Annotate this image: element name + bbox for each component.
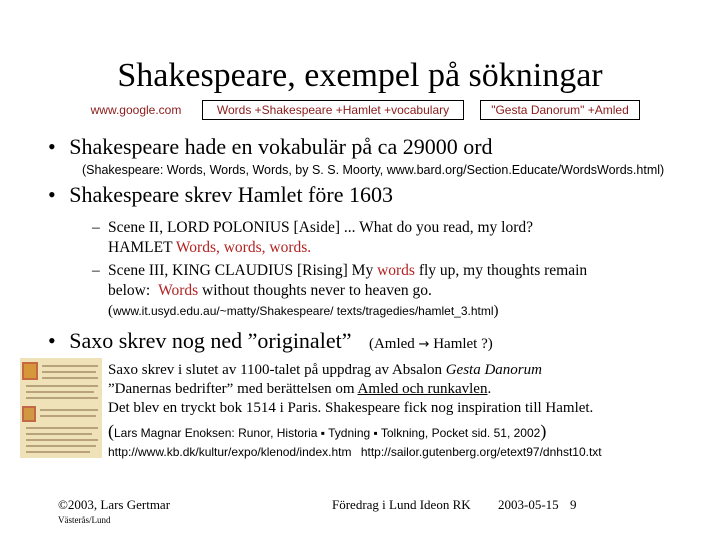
scene-3-text: fly up, my thoughts remain <box>418 262 588 279</box>
dash-icon: – <box>92 219 100 236</box>
paren: ) <box>493 303 499 319</box>
footer-city: Västerås/Lund <box>58 515 111 525</box>
scene-3-line-2 <box>108 281 432 301</box>
book-title: Gesta Danorum <box>445 362 542 378</box>
right-arrow-icon: → <box>418 337 430 352</box>
scene-3-text: below: <box>108 282 151 299</box>
bullet-icon: • <box>48 182 56 207</box>
highlight-words: Words <box>158 282 199 299</box>
saxo-line-3: Det blev en tryckt bok 1514 i Paris. Shakespeare fick nog inspiration till Hamlet. <box>108 400 594 416</box>
link-row <box>108 445 602 459</box>
page-title: Shakespeare, exempel på sökningar <box>117 57 603 94</box>
enoksen-reference: Lars Magnar Enoksen: Runor, Historia ▪ Tydning ▪ Tolkning, Pocket sid. 51, 2002 <box>114 426 541 440</box>
footer-copyright: ©2003, Lars Gertmar <box>58 497 171 512</box>
dash-icon: – <box>92 262 100 279</box>
bullet-1 <box>48 134 493 160</box>
search-query-shakespeare[interactable]: Words +Shakespeare +Hamlet +vocabulary <box>202 100 464 120</box>
scene-3-text: Scene III, KING CLAUDIUS [Rising] My <box>108 262 374 279</box>
scene-2-hamlet-line <box>108 238 311 258</box>
saxo-text: ”Danernas bedrifter” med berättelsen om <box>108 381 355 397</box>
bullet-1-reference: (Shakespeare: Words, Words, Words, by S. S. Moorty, www.bard.org/Section.Educate/WordsWords.html) <box>82 163 665 177</box>
hamlet-url[interactable]: www.it.usyd.edu.au/~matty/Shakespeare/ texts/tragedies/hamlet_3.html <box>113 304 494 318</box>
highlight-words: Words, words, words. <box>175 239 312 256</box>
manuscript-image <box>20 358 102 458</box>
highlight-words: words <box>377 262 415 279</box>
aside-text: (Amled <box>368 336 415 352</box>
bullet-2-text: Shakespeare skrev Hamlet före 1603 <box>69 182 393 207</box>
saxo-line-2 <box>108 380 491 399</box>
footer-event: Föredrag i Lund Ideon RK <box>332 497 471 512</box>
paren: ( <box>108 421 114 441</box>
aside-text: Hamlet ?) <box>433 336 493 352</box>
kb-link[interactable]: http://www.kb.dk/kultur/expo/klenod/index.htm <box>108 445 352 459</box>
footer-page-number: 9 <box>570 497 577 512</box>
scene-3-line <box>108 261 587 281</box>
gutenberg-link[interactable]: http://sailor.gutenberg.org/etext97/dnhst10.txt <box>360 445 602 459</box>
bullet-3-aside <box>369 336 493 352</box>
scene-2-line: Scene II, LORD POLONIUS [Aside] ... What do you read, my lord? <box>108 219 534 236</box>
bullet-icon: • <box>48 328 56 353</box>
hamlet-source <box>108 301 499 321</box>
bullet-3-text: Saxo skrev nog ned ”originalet” <box>69 328 352 353</box>
saxo-line-1 <box>108 361 542 380</box>
paren: ( <box>108 303 113 319</box>
bullet-2 <box>48 182 393 208</box>
manuscript-icon <box>20 358 102 458</box>
scene-3-text: without thoughts never to heaven go. <box>202 282 432 299</box>
saxo-line-4 <box>108 420 546 444</box>
footer-date: 2003-05-15 <box>498 497 559 512</box>
saxo-text: Saxo skrev i slutet av 1100-talet på uppdrag av Absalon <box>108 362 442 378</box>
bullet-icon: • <box>48 134 56 159</box>
bullet-1-text: Shakespeare hade en vokabulär på ca 29000 ord <box>69 134 493 159</box>
speaker-label: HAMLET <box>108 239 173 256</box>
paren: ) <box>540 421 547 441</box>
search-query-gesta[interactable]: "Gesta Danorum" +Amled <box>480 100 640 120</box>
saxo-text: . <box>487 381 492 397</box>
google-link[interactable]: www.google.com <box>90 103 182 117</box>
bullet-3 <box>48 328 493 358</box>
amled-link[interactable]: Amled och runkavlen <box>357 381 488 397</box>
